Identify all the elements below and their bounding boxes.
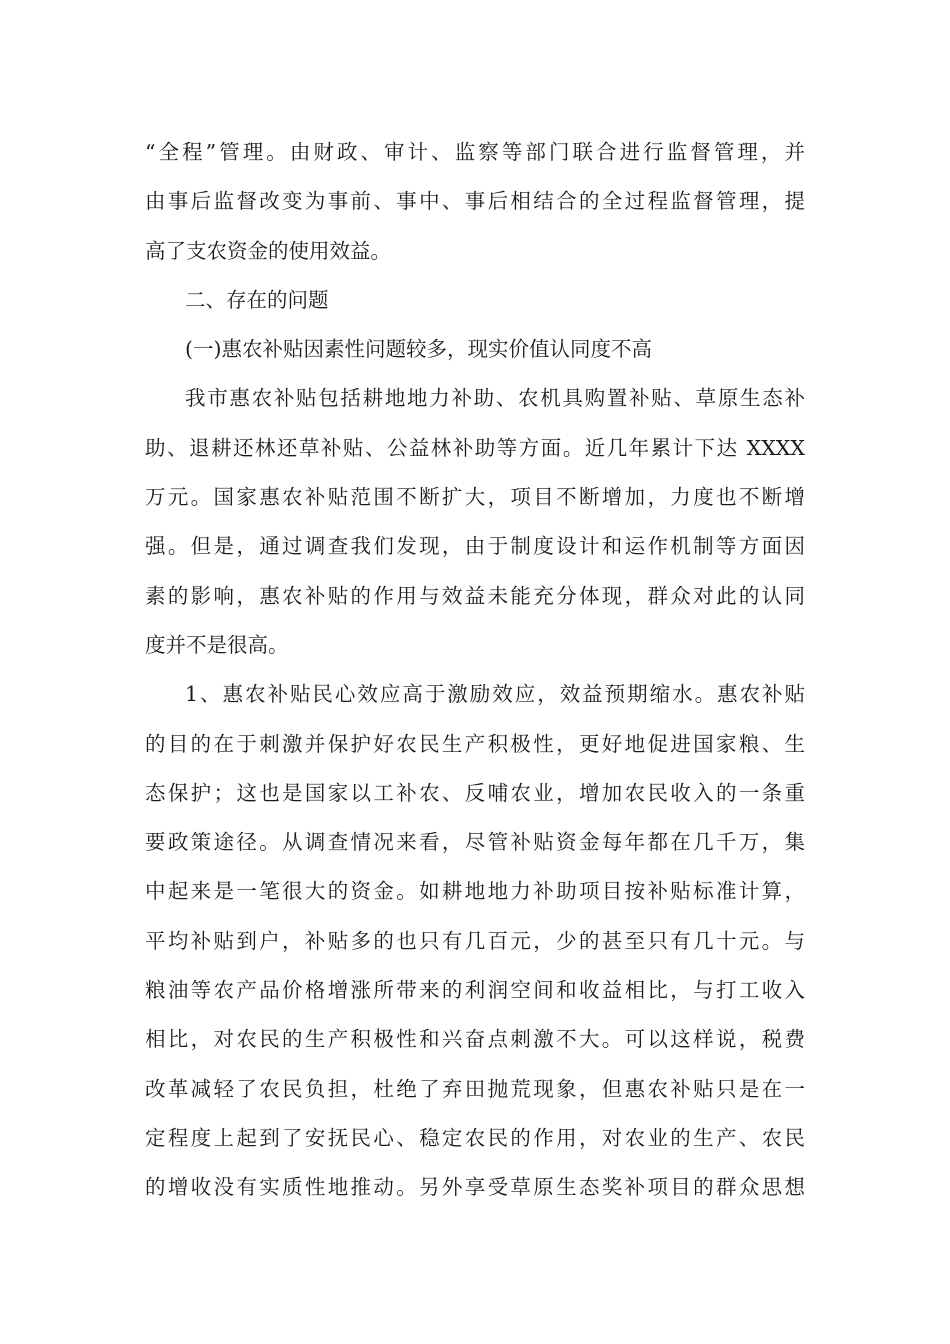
text-line: 高了支农资金的使用效益。 bbox=[145, 238, 391, 263]
text-line: 定程度上起到了安抚民心、稳定农民的作用，对农业的生产、农民 bbox=[145, 1125, 805, 1150]
text-line: 1、惠农补贴民心效应高于激励效应，效益预期缩水。惠农补贴 bbox=[185, 682, 805, 707]
document-body bbox=[145, 128, 805, 1213]
text-line: 由事后监督改变为事前、事中、事后相结合的全过程监督管理，提 bbox=[145, 189, 805, 214]
section-heading: 二、存在的问题 bbox=[185, 287, 329, 312]
text-line: 改革减轻了农民负担，杜绝了弃田抛荒现象，但惠农补贴只是在一 bbox=[145, 1076, 805, 1101]
text-line: 的目的在于刺激并保护好农民生产积极性，更好地促进国家粮、生 bbox=[145, 731, 805, 756]
text-line: 态保护；这也是国家以工补农、反哺农业，增加农民收入的一条重 bbox=[145, 780, 805, 805]
text-line: 要政策途径。从调查情况来看，尽管补贴资金每年都在几千万，集 bbox=[145, 830, 805, 855]
text-line: 的增收没有实质性地推动。另外享受草原生态奖补项目的群众思想 bbox=[145, 1175, 805, 1200]
text-line: 我市惠农补贴包括耕地地力补助、农机具购置补贴、草原生态补 bbox=[185, 386, 805, 411]
text-line: 中起来是一笔很大的资金。如耕地地力补助项目按补贴标准计算， bbox=[145, 879, 805, 904]
text-line: 素的影响，惠农补贴的作用与效益未能充分体现，群众对此的认同 bbox=[145, 583, 805, 608]
text-line: 助、退耕还林还草补贴、公益林补助等方面。近几年累计下达 XXXX bbox=[145, 435, 805, 460]
text-line: 粮油等农产品价格增涨所带来的利润空间和收益相比，与打工收入 bbox=[145, 978, 805, 1003]
subsection-heading: (一)惠农补贴因素性问题较多，现实价值认同度不高 bbox=[185, 337, 652, 362]
text-line: 度并不是很高。 bbox=[145, 632, 289, 657]
text-line: “全程”管理。由财政、审计、监察等部门联合进行监督管理，并 bbox=[145, 140, 805, 164]
text-line: 强。但是，通过调查我们发现，由于制度设计和运作机制等方面因 bbox=[145, 534, 805, 559]
text-line: 平均补贴到户，补贴多的也只有几百元，少的甚至只有几十元。与 bbox=[145, 928, 805, 953]
text-line: 万元。国家惠农补贴范围不断扩大，项目不断增加，力度也不断增 bbox=[145, 485, 805, 510]
text-line: 相比，对农民的生产积极性和兴奋点刺激不大。可以这样说，税费 bbox=[145, 1027, 805, 1052]
